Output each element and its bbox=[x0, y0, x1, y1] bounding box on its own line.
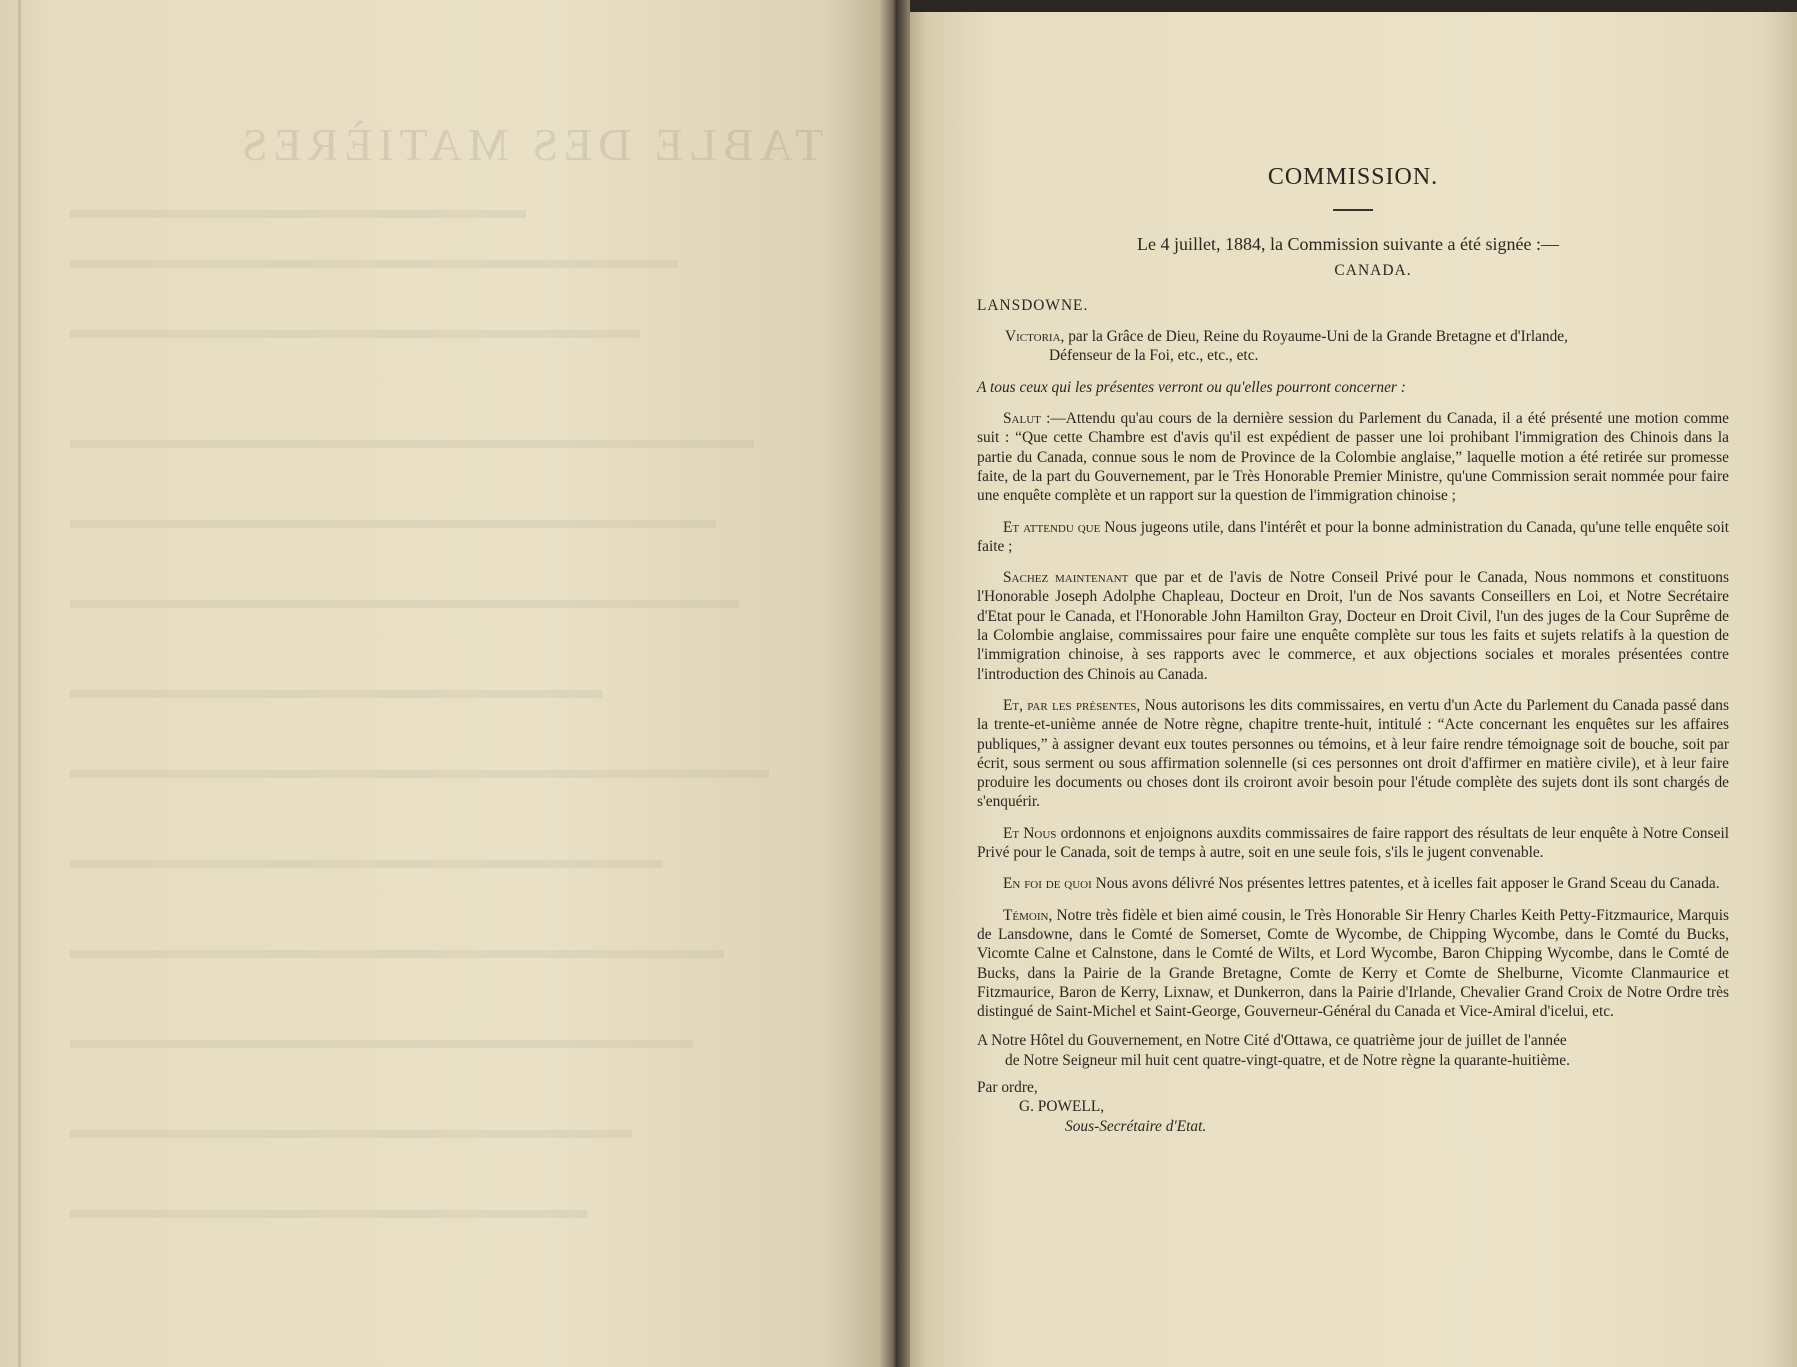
paragraph-lead: Salut bbox=[1003, 410, 1041, 428]
page-edge bbox=[18, 0, 21, 1367]
title-rule bbox=[1333, 209, 1373, 211]
paragraph-temoin bbox=[977, 906, 1729, 1022]
bleed-through-line bbox=[70, 260, 830, 270]
date-line: Le 4 juillet, 1884, la Commission suivante a été signée :— bbox=[1137, 234, 1559, 255]
victoria-line2: Défenseur de la Foi, etc., etc., etc. bbox=[1049, 347, 1259, 365]
bleed-through-line bbox=[70, 1210, 830, 1220]
paragraph-lead: Et Nous bbox=[1003, 824, 1057, 842]
by-order: Par ordre, bbox=[977, 1078, 1038, 1096]
address-line: A tous ceux qui les présentes verront ou qu'elles pourront concerner : bbox=[977, 378, 1406, 396]
bleed-through-line bbox=[70, 770, 830, 780]
bleed-through-line bbox=[70, 1130, 830, 1140]
bleed-through-line bbox=[70, 210, 830, 220]
paragraph-text: Nous avons délivré Nos présentes lettres patentes, et à icelles fait apposer le Grand Sceau du Canada. bbox=[1091, 875, 1720, 893]
paragraph-lead: Et attendu que bbox=[1003, 518, 1101, 536]
bleed-through-line bbox=[70, 860, 830, 870]
commission-document bbox=[977, 164, 1729, 1136]
paragraph-attendu bbox=[977, 518, 1729, 557]
given-line-1: A Notre Hôtel du Gouvernement, en Notre Cité d'Ottawa, ce quatrième jour de juillet de l'année bbox=[977, 1032, 1567, 1050]
paragraph-lead: En foi de quoi bbox=[1003, 875, 1092, 893]
book-gutter bbox=[880, 0, 910, 1367]
bleed-through-line bbox=[70, 1040, 830, 1050]
given-line-2: de Notre Seigneur mil huit cent quatre-vingt-quatre, et de Notre règne la quarante-huitième. bbox=[1005, 1051, 1570, 1069]
given-at-block bbox=[977, 1031, 1729, 1070]
paragraph-text: que par et de l'avis de Notre Conseil Privé pour le Canada, Nous nommons et constituons l'Honorable Joseph Adolphe Chapleau, Docteur en Droit, l'un de Nos savants Conseillers en Loi, et Notre Secrétaire d'Etat pour le Canada, et l'Honorable John Hamilton Gray, Docteur en Droit Civil, l'un des juges de la Cour Suprême de la Colombie anglaise, commissaires pour faire une enquête complète sur tous les faits et sujets relatifs à la question de l'immigration chinoise, à ses rapports avec le commerce, et aux objections sociales et morales présentées contre l'introduction des Chinois au Canada. bbox=[977, 569, 1729, 683]
paragraph-text: :—Attendu qu'au cours de la dernière session du Parlement du Canada, il a été présenté une motion comme suit : “Que cette Chambre est d'avis qu'il est expédient de passer une loi prohibant l'immigration des Chinois dans la partie du Canada, connue sous le nom de Province de la Colombie anglaise,” laquelle motion a été retirée sur promesse faite, de la part du Gouvernement, par le Très Honorable Premier Ministre, qu'une Commission serait nommée pour faire une enquête complète et un rapport sur la question de l'immigration chinoise ; bbox=[977, 410, 1729, 505]
page-top-shadow bbox=[900, 0, 1797, 12]
victoria-preamble bbox=[977, 327, 1729, 366]
paragraph-lead: Témoin, bbox=[1003, 906, 1053, 924]
paragraph-sachez bbox=[977, 568, 1729, 684]
paragraph-text: Notre très fidèle et bien aimé cousin, le Très Honorable Sir Henry Charles Keith Petty-Fitzmaurice, Marquis de Lansdowne, dans le Comté de Somerset, Comte de Wycombe, de Chipping Wycombe, dans le Comté du Bucks, Vicomte Calne et Calnstone, dans le Comté de Wilts, et Lord Wycombe, Baron Chipping Wycombe, dans le Comté de Bucks, dans la Pairie de la Grande Bretagne, Comte de Kerry et Comte de Shelburne, Vicomte Clanmaurice et Fitzmaurice, Baron de Kerry, Lixnaw, et Dunkerron, dans la Pairie d'Irlande, Chevalier Grand Croix de Notre Ordre très distingué de Saint-Michel et Saint-George, Gouverneur-Général du Canada et Vice-Amiral d'icelui, etc. bbox=[977, 906, 1729, 1021]
victoria-lead: Victoria, bbox=[1005, 328, 1065, 346]
bleed-through-title: TABLE DES MATIÈRES bbox=[236, 119, 824, 170]
bleed-through-line bbox=[70, 440, 830, 450]
country-heading: CANADA. bbox=[1334, 261, 1412, 279]
signatory-title: Sous-Secrétaire d'Etat. bbox=[1065, 1117, 1207, 1135]
paragraph-text: ordonnons et enjoignons auxdits commissaires de faire rapport des résultats de leur enquête à Notre Conseil Privé pour le Canada, soit de temps à autre, soit en une seule fois, s'ils le jugent convenable. bbox=[977, 824, 1729, 862]
paragraph-presentes bbox=[977, 696, 1729, 812]
page-title: COMMISSION. bbox=[1267, 164, 1439, 190]
paragraph-text: Nous autorisons les dits commissaires, en vertu d'un Acte du Parlement du Canada passé dans la trente-et-unième année de Notre règne, chapitre trente-huit, intitulé : “Acte concernant les enquêtes sur les affaires publiques,” à assigner devant eux toutes personnes ou témoins, et à leur faire rendre témoignage soit de bouche, soit par écrit, sous serment ou sous affirmation solennelle (si ces personnes ont droit d'affirmer en matière civile), et à leur faire produire les documents ou choses dont ils croiront avoir besoin pour l'étude complète des sujets dont ils sont chargés de s'enquérir. bbox=[977, 696, 1729, 811]
paragraph-en-foi bbox=[977, 874, 1729, 893]
paragraph-lead: Et, par les présentes, bbox=[1003, 696, 1141, 714]
bleed-through-line bbox=[70, 600, 830, 610]
victoria-line1: par la Grâce de Dieu, Reine du Royaume-Uni de la Grande Bretagne et d'Irlande, bbox=[1064, 328, 1568, 346]
signer-name: LANSDOWNE. bbox=[977, 296, 1089, 314]
bleed-through-line bbox=[70, 690, 830, 700]
signatory-name: G. POWELL, bbox=[1019, 1098, 1105, 1116]
paragraph-ordonnons bbox=[977, 824, 1729, 863]
paragraph-text: Nous jugeons utile, dans l'intérêt et pour la bonne administration du Canada, qu'une telle enquête soit faite ; bbox=[977, 518, 1729, 555]
bleed-through-line bbox=[70, 330, 830, 340]
bleed-through-line bbox=[70, 520, 830, 530]
paragraph-lead: Sachez maintenant bbox=[1003, 569, 1129, 587]
paragraph-salut bbox=[977, 409, 1729, 505]
bleed-through-line bbox=[70, 950, 830, 960]
